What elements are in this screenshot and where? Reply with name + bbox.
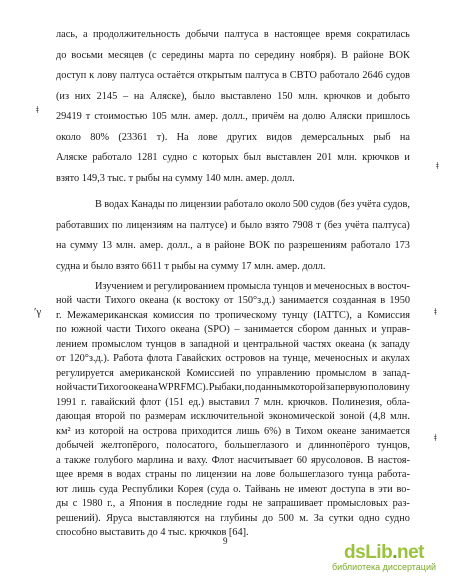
text-line: судна и было взято 6611 т рыбы на сумму 17 млн. амер. долл.	[56, 261, 326, 272]
text-line: Аляске работало 1281 судно с которых был выставлен 201 млн. крючков и	[56, 152, 410, 163]
page-number: 9	[223, 536, 228, 546]
text-line: около 80% (23361 т). На лове других видов демерсальных рыб на	[56, 132, 410, 143]
text-line: В водах Канады по лицензии работало около 500 судов (без учёта судов,	[95, 199, 410, 210]
text-line: от 120°з.д.). Работа флота Гавайских островов на тунце, меченосных и акулах	[56, 353, 410, 364]
text-line: (из них 2145 – на Аляске), было выставлено 150 млн. крючков и добыто	[56, 91, 410, 102]
text-line: дающая второй по размерам исключительной экономической зоной (4,8 млн.	[56, 411, 410, 422]
margin-mark: ǂ	[434, 306, 437, 318]
text-line: км² из которой на острова приходится лишь 6%) в Тихом океане занимается	[56, 426, 410, 437]
text-line: по южной части Тихого океана (SPO) – занимается сбором данных и управ-	[56, 324, 410, 335]
text-line: добычей желтопёрого, полосатого, большеглазого и длиннопёрого тунцов,	[56, 440, 410, 451]
margin-mark: ǂ	[36, 104, 39, 116]
text-line: решений). Ярусa выставляются на глубины до 500 м. За сутки одно судно	[56, 513, 410, 524]
text-line: лением промыслом тунцов в западной и центральной частях океана (к западу	[56, 339, 410, 350]
text-line: ды с 1980 г., а Япония в последние годы не запрашивает промысловых раз-	[56, 498, 410, 509]
margin-mark: ǂ	[436, 160, 439, 172]
text-line: г. Межамериканская комиссия по тропическому тунцу (IATTC), а Комиссия	[56, 310, 410, 321]
text-line: взято 149,3 тыс. т рыбы на сумму 140 млн. амер. долл.	[56, 173, 295, 184]
text-line: регулируется американской Комиссией по управлению промыслом в запад-	[56, 368, 410, 379]
text-line: ют лишь суда Республики Корея (суда о. Тайвань не имеют доступа в эти во-	[56, 484, 410, 495]
text-line: способно выставить до 4 тыс. крючков [64].	[56, 527, 249, 538]
text-line: до восьми месяцев (с середины марта по середину ноября). В районе ВОК	[56, 50, 410, 61]
text-line: 29419 т стоимостью 105 млн. амер. долл., причём на долю Аляски пришлось	[56, 111, 410, 122]
margin-mark: ʹγ	[34, 306, 42, 318]
watermark-logo: dsLib.net	[344, 542, 424, 563]
text-line: 1991 г. гавайский флот (151 ед.) выставил 7 млн. крючков. Полинезия, обла-	[56, 397, 410, 408]
watermark-subtitle: библиотека диссертаций	[331, 562, 436, 572]
text-line: а также голубого марлина и ваху. Флот насчитывает 60 ярусоловов. В настоя-	[56, 455, 410, 466]
text-line: Изучением и регулированием промысла тунцов и меченосных в восточ-	[95, 281, 410, 292]
text-line: щее время в водах страны по лицензии на лове большеглазого тунца работа-	[56, 469, 410, 480]
text-line: на сумму 13 млн. амер. долл., а в районе ВОК по разрешениям работало 173	[56, 240, 410, 251]
text-line: работавших по лицензиям на палтусе) и было взято 7908 т (без учёта палтуса)	[56, 220, 410, 231]
margin-mark: ǂ	[434, 432, 437, 444]
watermark	[332, 542, 436, 572]
text-line: лась, а продолжительность добычи палтуса в настоящее время сократилась	[56, 29, 410, 40]
text-line: ной части Тихого океана (к востоку от 150°з.д.) занимается созданная в 1950	[56, 295, 410, 306]
text-line: доступ к лову палтуса остаётся открытым палтуса в СВТО работало 2646 судов	[56, 70, 410, 81]
text-line: ной части Тихого океана WPRFMC). Рыбаки, по данным которой за первую половину	[56, 382, 410, 393]
